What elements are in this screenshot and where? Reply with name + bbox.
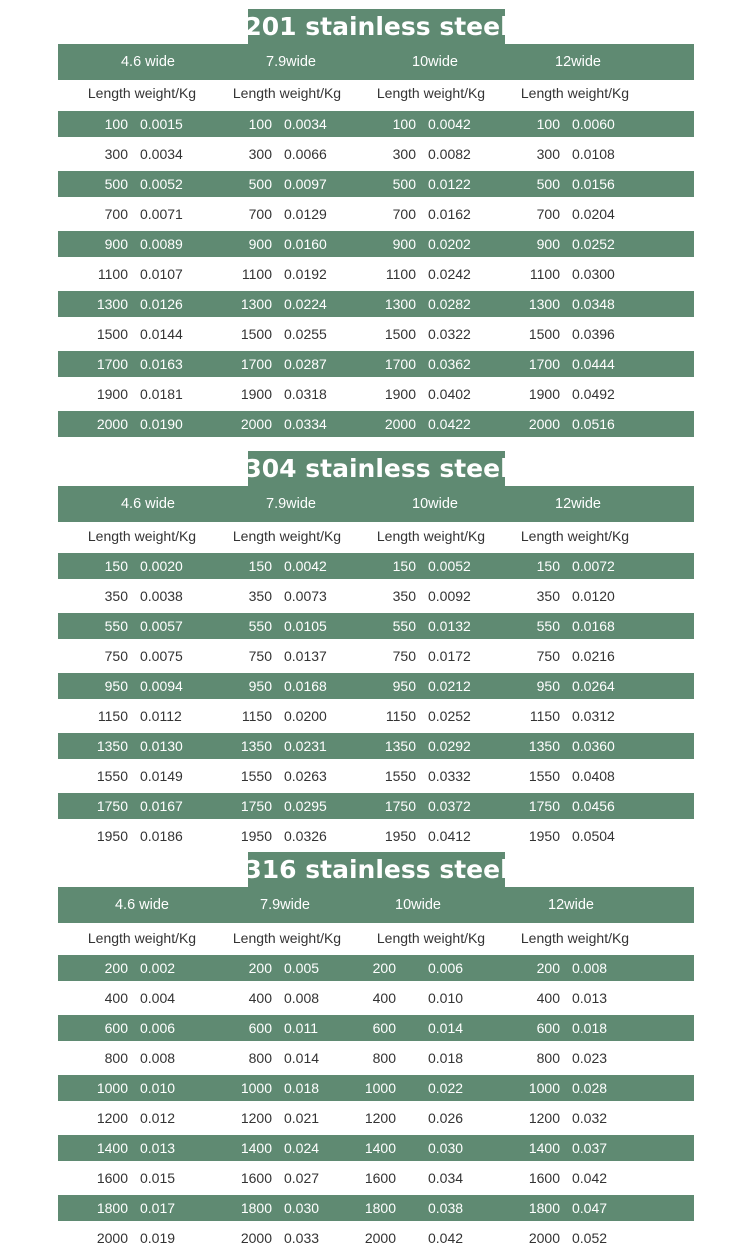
weight-value: 0.014 bbox=[428, 1020, 464, 1036]
weight-value: 0.0264 bbox=[572, 678, 615, 694]
length-value: 1500 bbox=[528, 326, 560, 342]
length-value: 1800 bbox=[528, 1200, 560, 1216]
weight-value: 0.0108 bbox=[572, 146, 615, 162]
weight-value: 0.0318 bbox=[284, 386, 327, 402]
length-value: 700 bbox=[536, 206, 560, 222]
column-header: 4.6 wide bbox=[114, 897, 170, 913]
weight-value: 0.032 bbox=[572, 1110, 608, 1126]
weight-value: 0.0168 bbox=[284, 678, 327, 694]
length-value: 1950 bbox=[384, 828, 416, 844]
length-value: 900 bbox=[392, 236, 416, 252]
length-value: 700 bbox=[104, 206, 128, 222]
weight-value: 0.0190 bbox=[140, 416, 183, 432]
length-value: 1950 bbox=[528, 828, 560, 844]
column-header: 12wide bbox=[555, 496, 601, 512]
weight-value: 0.002 bbox=[140, 960, 176, 976]
weight-value: 0.0181 bbox=[140, 386, 183, 402]
length-value: 1600 bbox=[528, 1170, 560, 1186]
weight-value: 0.0071 bbox=[140, 206, 183, 222]
length-value: 1500 bbox=[96, 326, 128, 342]
length-value: 2000 bbox=[364, 1230, 396, 1246]
weight-value: 0.0156 bbox=[572, 176, 615, 192]
column-header: 10wide bbox=[412, 496, 458, 512]
sub-header: Length weight/Kg bbox=[520, 85, 630, 101]
length-value: 100 bbox=[392, 116, 416, 132]
weight-value: 0.0202 bbox=[428, 236, 471, 252]
length-value: 950 bbox=[104, 678, 128, 694]
weight-value: 0.0422 bbox=[428, 416, 471, 432]
weight-value: 0.005 bbox=[284, 960, 320, 976]
weight-value: 0.0122 bbox=[428, 176, 471, 192]
length-value: 1600 bbox=[364, 1170, 396, 1186]
sub-header: Length weight/Kg bbox=[520, 930, 630, 946]
weight-value: 0.0492 bbox=[572, 386, 615, 402]
length-value: 1900 bbox=[528, 386, 560, 402]
weight-value: 0.0073 bbox=[284, 588, 327, 604]
weight-value: 0.0172 bbox=[428, 648, 471, 664]
sub-header: Length weight/Kg bbox=[376, 930, 486, 946]
length-value: 1950 bbox=[96, 828, 128, 844]
weight-value: 0.030 bbox=[284, 1200, 320, 1216]
length-value: 1900 bbox=[384, 386, 416, 402]
weight-value: 0.0263 bbox=[284, 768, 327, 784]
column-header: 7.9wide bbox=[266, 496, 316, 512]
weight-value: 0.0126 bbox=[140, 296, 183, 312]
length-value: 900 bbox=[104, 236, 128, 252]
length-value: 300 bbox=[392, 146, 416, 162]
weight-value: 0.017 bbox=[140, 1200, 176, 1216]
weight-value: 0.006 bbox=[428, 960, 464, 976]
length-value: 750 bbox=[248, 648, 272, 664]
weight-value: 0.0255 bbox=[284, 326, 327, 342]
length-value: 350 bbox=[248, 588, 272, 604]
weight-value: 0.028 bbox=[572, 1080, 608, 1096]
column-header: 7.9wide bbox=[266, 54, 316, 70]
weight-value: 0.0282 bbox=[428, 296, 471, 312]
length-value: 1350 bbox=[528, 738, 560, 754]
length-value: 300 bbox=[536, 146, 560, 162]
weight-value: 0.0295 bbox=[284, 798, 327, 814]
weight-value: 0.0231 bbox=[284, 738, 327, 754]
length-value: 600 bbox=[536, 1020, 560, 1036]
weight-value: 0.0132 bbox=[428, 618, 471, 634]
length-value: 500 bbox=[536, 176, 560, 192]
length-value: 1750 bbox=[384, 798, 416, 814]
weight-value: 0.0372 bbox=[428, 798, 471, 814]
length-value: 1100 bbox=[385, 266, 416, 282]
length-value: 150 bbox=[392, 558, 416, 574]
section-title: 304 stainless steel bbox=[248, 451, 505, 486]
length-value: 1400 bbox=[96, 1140, 128, 1156]
weight-value: 0.0163 bbox=[140, 356, 183, 372]
column-header: 7.9wide bbox=[260, 897, 310, 913]
weight-value: 0.034 bbox=[428, 1170, 464, 1186]
sub-header: Length weight/Kg bbox=[376, 85, 486, 101]
length-value: 1400 bbox=[364, 1140, 396, 1156]
weight-value: 0.0252 bbox=[428, 708, 471, 724]
weight-value: 0.0326 bbox=[284, 828, 327, 844]
weight-value: 0.0456 bbox=[572, 798, 615, 814]
length-value: 1350 bbox=[384, 738, 416, 754]
length-value: 950 bbox=[248, 678, 272, 694]
sub-header: Length weight/Kg bbox=[87, 528, 197, 544]
length-value: 1700 bbox=[96, 356, 128, 372]
weight-value: 0.014 bbox=[284, 1050, 320, 1066]
column-header: 12wide bbox=[555, 54, 601, 70]
weight-value: 0.0089 bbox=[140, 236, 183, 252]
length-value: 2000 bbox=[96, 416, 128, 432]
weight-value: 0.0204 bbox=[572, 206, 615, 222]
weight-value: 0.0097 bbox=[284, 176, 327, 192]
length-value: 750 bbox=[104, 648, 128, 664]
weight-value: 0.019 bbox=[140, 1230, 176, 1246]
length-value: 1600 bbox=[240, 1170, 272, 1186]
length-value: 1350 bbox=[240, 738, 272, 754]
length-value: 1300 bbox=[240, 296, 272, 312]
sub-header: Length weight/Kg bbox=[87, 85, 197, 101]
length-value: 1000 bbox=[240, 1080, 272, 1096]
column-header: 4.6 wide bbox=[120, 496, 176, 512]
weight-value: 0.0396 bbox=[572, 326, 615, 342]
weight-value: 0.038 bbox=[428, 1200, 464, 1216]
column-header: 4.6 wide bbox=[120, 54, 176, 70]
length-value: 1100 bbox=[529, 266, 560, 282]
length-value: 1900 bbox=[240, 386, 272, 402]
weight-value: 0.0332 bbox=[428, 768, 471, 784]
length-value: 200 bbox=[104, 960, 128, 976]
length-value: 200 bbox=[536, 960, 560, 976]
length-value: 1750 bbox=[240, 798, 272, 814]
weight-value: 0.0360 bbox=[572, 738, 615, 754]
weight-value: 0.0348 bbox=[572, 296, 615, 312]
weight-value: 0.0224 bbox=[284, 296, 327, 312]
length-value: 1200 bbox=[364, 1110, 396, 1126]
weight-value: 0.0020 bbox=[140, 558, 183, 574]
length-value: 600 bbox=[104, 1020, 128, 1036]
weight-value: 0.004 bbox=[140, 990, 176, 1006]
length-value: 100 bbox=[248, 116, 272, 132]
length-value: 500 bbox=[104, 176, 128, 192]
length-value: 2000 bbox=[384, 416, 416, 432]
length-value: 1550 bbox=[384, 768, 416, 784]
weight-value: 0.0186 bbox=[140, 828, 183, 844]
weight-value: 0.0402 bbox=[428, 386, 471, 402]
weight-value: 0.015 bbox=[140, 1170, 176, 1186]
length-value: 1550 bbox=[240, 768, 272, 784]
length-value: 1000 bbox=[96, 1080, 128, 1096]
length-value: 500 bbox=[392, 176, 416, 192]
weight-value: 0.0362 bbox=[428, 356, 471, 372]
length-value: 2000 bbox=[240, 1230, 272, 1246]
weight-value: 0.023 bbox=[572, 1050, 608, 1066]
weight-value: 0.022 bbox=[428, 1080, 464, 1096]
length-value: 1350 bbox=[96, 738, 128, 754]
weight-value: 0.024 bbox=[284, 1140, 320, 1156]
weight-value: 0.0057 bbox=[140, 618, 183, 634]
weight-value: 0.0042 bbox=[284, 558, 327, 574]
length-value: 800 bbox=[536, 1050, 560, 1066]
length-value: 550 bbox=[392, 618, 416, 634]
length-value: 1300 bbox=[96, 296, 128, 312]
length-value: 1200 bbox=[240, 1110, 272, 1126]
length-value: 1500 bbox=[240, 326, 272, 342]
length-value: 400 bbox=[536, 990, 560, 1006]
length-value: 1550 bbox=[96, 768, 128, 784]
length-value: 1700 bbox=[528, 356, 560, 372]
length-value: 2000 bbox=[240, 416, 272, 432]
length-value: 750 bbox=[536, 648, 560, 664]
length-value: 1750 bbox=[96, 798, 128, 814]
weight-value: 0.0072 bbox=[572, 558, 615, 574]
length-value: 2000 bbox=[528, 1230, 560, 1246]
length-value: 400 bbox=[104, 990, 128, 1006]
length-value: 1300 bbox=[528, 296, 560, 312]
length-value: 350 bbox=[536, 588, 560, 604]
weight-value: 0.0034 bbox=[284, 116, 327, 132]
weight-value: 0.0130 bbox=[140, 738, 183, 754]
sub-header: Length weight/Kg bbox=[376, 528, 486, 544]
length-value: 400 bbox=[248, 990, 272, 1006]
sub-header: Length weight/Kg bbox=[520, 528, 630, 544]
weight-value: 0.0192 bbox=[284, 266, 327, 282]
length-value: 800 bbox=[104, 1050, 128, 1066]
length-value: 950 bbox=[392, 678, 416, 694]
column-header: 10wide bbox=[395, 897, 441, 913]
weight-value: 0.0066 bbox=[284, 146, 327, 162]
weight-value: 0.013 bbox=[572, 990, 608, 1006]
section-title: 201 stainless steel bbox=[248, 9, 505, 44]
weight-value: 0.0092 bbox=[428, 588, 471, 604]
length-value: 1150 bbox=[385, 708, 416, 724]
length-value: 600 bbox=[248, 1020, 272, 1036]
sub-header: Length weight/Kg bbox=[232, 930, 342, 946]
weight-value: 0.021 bbox=[284, 1110, 320, 1126]
weight-value: 0.030 bbox=[428, 1140, 464, 1156]
weight-value: 0.0334 bbox=[284, 416, 327, 432]
weight-value: 0.0312 bbox=[572, 708, 615, 724]
length-value: 1150 bbox=[529, 708, 560, 724]
length-value: 150 bbox=[248, 558, 272, 574]
length-value: 1700 bbox=[384, 356, 416, 372]
length-value: 1800 bbox=[240, 1200, 272, 1216]
weight-value: 0.0292 bbox=[428, 738, 471, 754]
length-value: 1200 bbox=[96, 1110, 128, 1126]
length-value: 1150 bbox=[97, 708, 128, 724]
length-value: 1500 bbox=[384, 326, 416, 342]
length-value: 1700 bbox=[240, 356, 272, 372]
length-value: 800 bbox=[248, 1050, 272, 1066]
length-value: 950 bbox=[536, 678, 560, 694]
weight-value: 0.0094 bbox=[140, 678, 183, 694]
column-header: 10wide bbox=[412, 54, 458, 70]
length-value: 1400 bbox=[240, 1140, 272, 1156]
weight-value: 0.0060 bbox=[572, 116, 615, 132]
weight-value: 0.018 bbox=[428, 1050, 464, 1066]
weight-value: 0.0160 bbox=[284, 236, 327, 252]
length-value: 1750 bbox=[528, 798, 560, 814]
weight-value: 0.008 bbox=[572, 960, 608, 976]
length-value: 900 bbox=[248, 236, 272, 252]
section-title: 316 stainless steel bbox=[248, 852, 505, 887]
length-value: 550 bbox=[104, 618, 128, 634]
weight-value: 0.0034 bbox=[140, 146, 183, 162]
weight-value: 0.0082 bbox=[428, 146, 471, 162]
length-value: 1000 bbox=[528, 1080, 560, 1096]
length-value: 1600 bbox=[96, 1170, 128, 1186]
weight-value: 0.0105 bbox=[284, 618, 327, 634]
weight-value: 0.042 bbox=[572, 1170, 608, 1186]
weight-value: 0.0287 bbox=[284, 356, 327, 372]
length-value: 1950 bbox=[240, 828, 272, 844]
weight-value: 0.010 bbox=[428, 990, 464, 1006]
weight-value: 0.0107 bbox=[140, 266, 183, 282]
weight-value: 0.006 bbox=[140, 1020, 176, 1036]
length-value: 100 bbox=[104, 116, 128, 132]
column-header: 12wide bbox=[548, 897, 594, 913]
weight-value: 0.0120 bbox=[572, 588, 615, 604]
weight-value: 0.0167 bbox=[140, 798, 183, 814]
length-value: 400 bbox=[372, 990, 396, 1006]
weight-value: 0.0216 bbox=[572, 648, 615, 664]
weight-value: 0.0168 bbox=[572, 618, 615, 634]
weight-value: 0.052 bbox=[572, 1230, 608, 1246]
weight-value: 0.0408 bbox=[572, 768, 615, 784]
weight-value: 0.0412 bbox=[428, 828, 471, 844]
length-value: 700 bbox=[392, 206, 416, 222]
length-value: 200 bbox=[248, 960, 272, 976]
sub-header: Length weight/Kg bbox=[232, 528, 342, 544]
weight-value: 0.018 bbox=[572, 1020, 608, 1036]
weight-value: 0.0200 bbox=[284, 708, 327, 724]
length-value: 1800 bbox=[364, 1200, 396, 1216]
length-value: 300 bbox=[104, 146, 128, 162]
weight-value: 0.0252 bbox=[572, 236, 615, 252]
length-value: 1300 bbox=[384, 296, 416, 312]
weight-value: 0.0052 bbox=[428, 558, 471, 574]
weight-value: 0.027 bbox=[284, 1170, 320, 1186]
weight-value: 0.0075 bbox=[140, 648, 183, 664]
weight-value: 0.033 bbox=[284, 1230, 320, 1246]
weight-value: 0.012 bbox=[140, 1110, 176, 1126]
length-value: 1100 bbox=[97, 266, 128, 282]
length-value: 1800 bbox=[96, 1200, 128, 1216]
length-value: 1000 bbox=[364, 1080, 396, 1096]
weight-value: 0.0144 bbox=[140, 326, 183, 342]
length-value: 200 bbox=[372, 960, 396, 976]
weight-value: 0.0322 bbox=[428, 326, 471, 342]
weight-value: 0.011 bbox=[284, 1020, 318, 1036]
weight-value: 0.042 bbox=[428, 1230, 464, 1246]
length-value: 750 bbox=[392, 648, 416, 664]
weight-value: 0.0162 bbox=[428, 206, 471, 222]
length-value: 500 bbox=[248, 176, 272, 192]
weight-value: 0.008 bbox=[140, 1050, 176, 1066]
sub-header: Length weight/Kg bbox=[232, 85, 342, 101]
length-value: 2000 bbox=[96, 1230, 128, 1246]
weight-value: 0.0516 bbox=[572, 416, 615, 432]
weight-value: 0.0042 bbox=[428, 116, 471, 132]
length-value: 1550 bbox=[528, 768, 560, 784]
length-value: 350 bbox=[392, 588, 416, 604]
length-value: 150 bbox=[536, 558, 560, 574]
length-value: 300 bbox=[248, 146, 272, 162]
length-value: 600 bbox=[372, 1020, 396, 1036]
length-value: 2000 bbox=[528, 416, 560, 432]
length-value: 1400 bbox=[528, 1140, 560, 1156]
weight-value: 0.0052 bbox=[140, 176, 183, 192]
weight-value: 0.037 bbox=[572, 1140, 608, 1156]
length-value: 550 bbox=[536, 618, 560, 634]
length-value: 800 bbox=[372, 1050, 396, 1066]
weight-value: 0.0242 bbox=[428, 266, 471, 282]
length-value: 1150 bbox=[241, 708, 272, 724]
weight-value: 0.0212 bbox=[428, 678, 471, 694]
weight-value: 0.047 bbox=[572, 1200, 608, 1216]
length-value: 1900 bbox=[96, 386, 128, 402]
weight-value: 0.008 bbox=[284, 990, 320, 1006]
weight-value: 0.0444 bbox=[572, 356, 615, 372]
weight-value: 0.010 bbox=[140, 1080, 176, 1096]
length-value: 150 bbox=[104, 558, 128, 574]
length-value: 900 bbox=[536, 236, 560, 252]
weight-value: 0.026 bbox=[428, 1110, 464, 1126]
weight-value: 0.0129 bbox=[284, 206, 327, 222]
weight-value: 0.0015 bbox=[140, 116, 183, 132]
length-value: 100 bbox=[536, 116, 560, 132]
weight-value: 0.0038 bbox=[140, 588, 183, 604]
weight-value: 0.0504 bbox=[572, 828, 615, 844]
length-value: 1100 bbox=[241, 266, 272, 282]
length-value: 1200 bbox=[528, 1110, 560, 1126]
weight-value: 0.0112 bbox=[140, 708, 182, 724]
weight-value: 0.013 bbox=[140, 1140, 176, 1156]
weight-value: 0.0137 bbox=[284, 648, 327, 664]
weight-value: 0.0149 bbox=[140, 768, 183, 784]
length-value: 700 bbox=[248, 206, 272, 222]
length-value: 350 bbox=[104, 588, 128, 604]
sub-header: Length weight/Kg bbox=[87, 930, 197, 946]
weight-value: 0.018 bbox=[284, 1080, 320, 1096]
length-value: 550 bbox=[248, 618, 272, 634]
weight-value: 0.0300 bbox=[572, 266, 615, 282]
